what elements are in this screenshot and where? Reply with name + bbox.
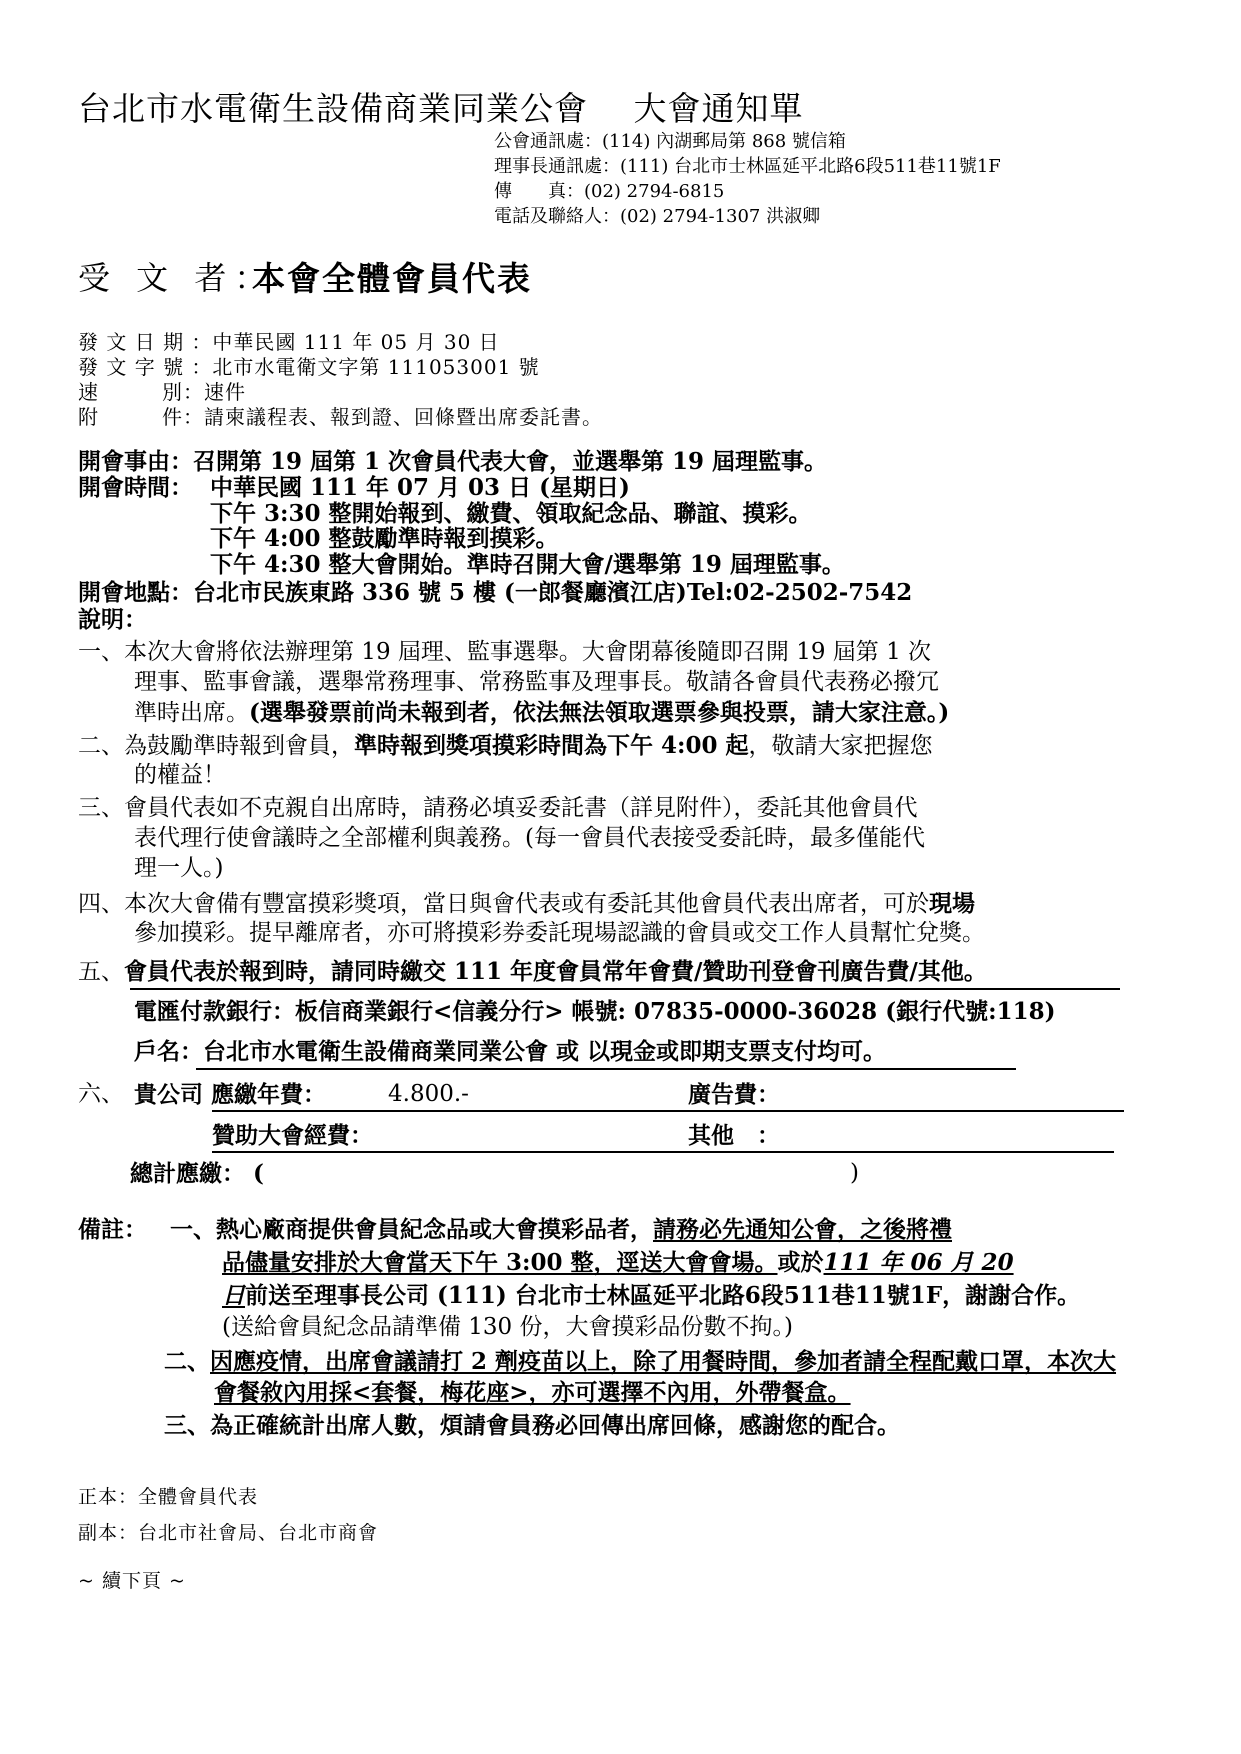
election-warning: (選舉發票前尚未報到者，依法無法領取選票參與投票，請大家注意。) [249, 699, 950, 726]
attachments: 附 件：請柬議程表、報到證、回條暨出席委託書。 [78, 405, 603, 429]
meeting-date: 中華民國 111 年 07 月 03 日 (星期日) [210, 474, 630, 501]
remark-3: 三、為正確統計出席人數，煩請會員務必回傳出席回條，感謝您的配合。 [164, 1412, 900, 1439]
bank-transfer-info: 電匯付款銀行：板信商業銀行<信義分行> 帳號: 07835-0000-36028 (銀行代號:118) [134, 998, 1056, 1025]
lottery-time-emphasis: 準時報到獎項摸彩時間為下午 4:00 起 [354, 732, 749, 759]
explain-item-3-line-3: 理一人。) [134, 855, 224, 881]
union-address: 公會通訊處：(114) 內湖郵局第 868 號信箱 [494, 131, 846, 152]
meeting-time-lottery: 下午 4:00 整鼓勵準時報到摸彩。 [210, 525, 559, 552]
meeting-reason: 開會事由：召開第 19 屆第 1 次會員代表大會，並選舉第 19 屆理監事。 [78, 448, 828, 475]
chairman-address: 理事長通訊處：(111) 台北市士林區延平北路6段511巷11號1F [494, 156, 1001, 177]
explain-item-4-line-2: 參加摸彩。提早離席者，亦可將摸彩券委託現場認識的會員或交工作人員幫忙兌獎。 [134, 920, 985, 946]
total-due-close: ) [850, 1160, 859, 1186]
remark-2-line-1: 二、因應疫情，出席會議請打 2 劑疫苗以上，除了用餐時間，參加者請全程配戴口罩，本次大 [164, 1348, 1117, 1375]
issue-date: 發 文 日 期 ：中華民國 111 年 05 月 30 日 [78, 330, 500, 354]
meeting-time-start: 下午 4:30 整大會開始。準時召開大會/選舉第 19 屆理監事。 [210, 551, 845, 578]
other-fee-label: 其他 ： [688, 1122, 780, 1149]
explain-item-2-line-1: 二、為鼓勵準時報到會員，準時報到獎項摸彩時間為下午 4:00 起，敬請大家把握您 [78, 732, 933, 759]
recipient-value: 本會全體會員代表 [252, 259, 532, 298]
fee-notice: 會員代表於報到時，請同時繳交 111 年度會員常年會費/贊助刊登會刊廣告費/其他。 [124, 958, 987, 985]
ad-fee-label: 廣告費： [688, 1081, 780, 1108]
explain-item-3-line-1: 三、會員代表如不克親自出席時，請務必填妥委託書（詳見附件），委託其他會員代 [78, 795, 918, 821]
explain-item-3-line-2: 表代理行使會議時之全部權利與義務。(每一會員代表接受委託時，最多僅能代 [134, 825, 925, 851]
remark-1-line-3: 日前送至理事長公司 (111) 台北市士林區延平北路6段511巷11號1F，謝謝合作。 [222, 1282, 1081, 1309]
explain-item-1-line-3: 準時出席。(選舉發票前尚未報到者，依法無法領取選票參與投票，請大家注意。) [134, 699, 950, 726]
sponsor-fee-underline [212, 1151, 1114, 1153]
annual-fee-value: 4.800.- [388, 1081, 469, 1107]
original-recipients: 正本：全體會員代表 [78, 1486, 259, 1508]
explain-item-1-line-1: 一、本次大會將依法辦理第 19 屆理、監事選舉。大會閉幕後隨即召開 19 屆第 1 次 [78, 639, 932, 665]
urgency: 速 別：速件 [78, 380, 246, 404]
explain-item-5-line-1: 五、會員代表於報到時，請同時繳交 111 年度會員常年會費/贊助刊登會刊廣告費/其他。 [78, 958, 987, 985]
remark-1-line-4: (送給會員紀念品請準備 130 份，大會摸彩品份數不拘。) [222, 1314, 793, 1340]
copy-recipients: 副本：台北市社會局、台北市商會 [78, 1522, 379, 1544]
explain-item-6-prefix: 六、 [78, 1081, 124, 1107]
deadline-date: 111 年 06 月 20 [823, 1249, 1014, 1276]
meeting-time-checkin: 下午 3:30 整開始報到、繳費、領取紀念品、聯誼、摸彩。 [210, 500, 812, 527]
total-due-label: 總計應繳： ( [130, 1160, 264, 1187]
document-number: 發 文 字 號 ：北市水電衛文字第 111053001 號 [78, 355, 540, 379]
sponsor-fee-label: 贊助大會經費： [212, 1122, 373, 1149]
remarks-label: 備註： [78, 1216, 147, 1243]
annual-fee-label: 貴公司 應繳年費： [134, 1081, 327, 1108]
explain-item-4-line-1: 四、本次大會備有豐富摸彩獎項，當日與會代表或有委託其他會員代表出席者，可於現場 [78, 890, 975, 917]
continued-next-page: ~ 續下頁 ~ [78, 1570, 186, 1592]
fax-number: 傳 真：(02) 2794-6815 [494, 181, 725, 202]
explain-item-2-line-2: 的權益！ [134, 762, 226, 788]
account-name-underline [196, 1068, 1016, 1070]
explain-item-1-line-2: 理事、監事會議，選舉常務理事、常務監事及理事長。敬請各會員代表務必撥冗 [134, 669, 939, 695]
remark-1-line-2: 品儘量安排於大會當天下午 3:00 整，逕送大會會場。或於111 年 06 月 20 [222, 1249, 1014, 1276]
annual-fee-underline [212, 1110, 1124, 1112]
meeting-time-label: 開會時間： [78, 474, 193, 501]
document-title: 台北市水電衛生設備商業同業公會 大會通知單 [78, 89, 804, 128]
meeting-place: 開會地點：台北市民族東路 336 號 5 樓 (一郎餐廳濱江店)Tel:02-2502-7542 [78, 579, 913, 606]
account-name: 戶名：台北市水電衛生設備商業同業公會 或 以現金或即期支票支付均可。 [134, 1038, 887, 1065]
remark-2-line-2: 會餐敘內用採<套餐，梅花座>，亦可選擇不內用，外帶餐盒。 [214, 1379, 851, 1406]
remark-1-line-1: 一、熱心廠商提供會員紀念品或大會摸彩品者，請務必先通知公會，之後將禮 [170, 1216, 952, 1243]
phone-contact: 電話及聯絡人：(02) 2794-1307 洪淑卿 [494, 206, 821, 227]
explain-label: 說明： [78, 606, 147, 633]
fee-notice-underline [130, 988, 1120, 990]
recipient-label: 受 文 者： [78, 259, 275, 297]
